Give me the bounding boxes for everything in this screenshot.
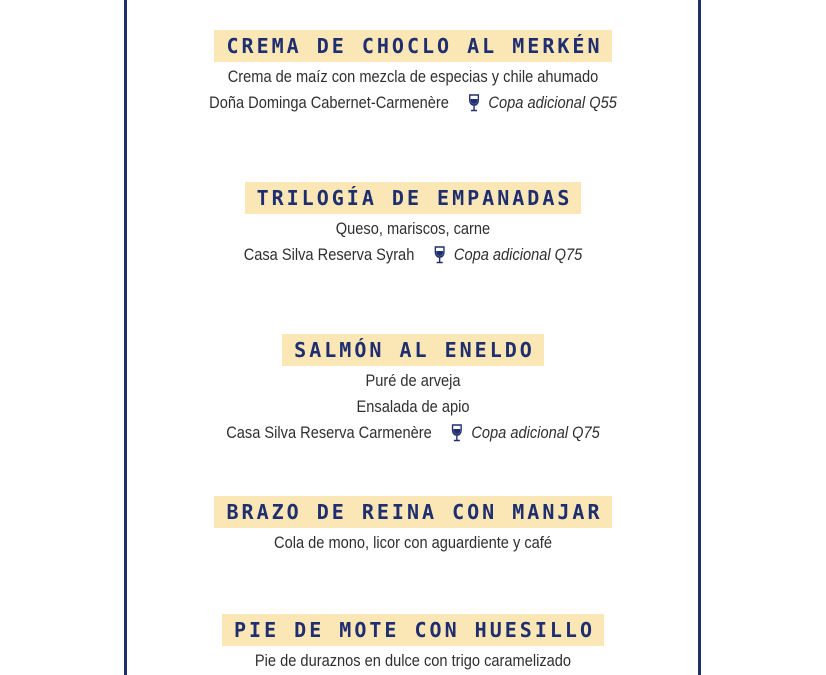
course-pie-de-mote [0, 614, 826, 674]
wine-pairing [58, 420, 768, 446]
course-brazo-de-reina [0, 496, 826, 556]
course-salmon-al-eneldo [0, 334, 826, 446]
course-description: Ensalada de apio [356, 397, 470, 416]
wine-name: Casa Silva Reserva Syrah [243, 245, 415, 264]
wine-glass-icon [468, 94, 480, 112]
course-description: Crema de maíz con mezcla de especias y chile ahumado [227, 67, 599, 86]
course-trilogia-de-empanadas [0, 182, 826, 268]
extra-glass-price: Copa adicional Q75 [471, 423, 600, 442]
extra-glass-price: Copa adicional Q75 [453, 245, 583, 264]
course-title: CREMA DE CHOCLO AL MERKÉN [214, 30, 611, 62]
course-title: BRAZO DE REINA CON MANJAR [214, 496, 611, 528]
course-title: SALMÓN AL ENELDO [282, 334, 544, 366]
wine-glass-icon [433, 246, 445, 264]
wine-pairing [58, 90, 768, 116]
course-description: Pie de duraznos en dulce con trigo caramelizado [254, 651, 572, 670]
course-title: TRILOGÍA DE EMPANADAS [245, 182, 582, 214]
wine-pairing [58, 242, 768, 268]
course-crema-de-choclo [0, 30, 826, 116]
course-description: Puré de arveja [365, 371, 461, 390]
course-description: Queso, mariscos, carne [335, 219, 491, 238]
wine-name: Doña Dominga Cabernet-Carmenère [209, 93, 449, 112]
course-title: PIE DE MOTE CON HUESILLO [222, 614, 604, 646]
wine-glass-icon [451, 424, 463, 442]
extra-glass-price: Copa adicional Q55 [488, 93, 617, 112]
course-description: Cola de mono, licor con aguardiente y café [274, 533, 552, 552]
wine-name: Casa Silva Reserva Carmenère [226, 423, 432, 442]
